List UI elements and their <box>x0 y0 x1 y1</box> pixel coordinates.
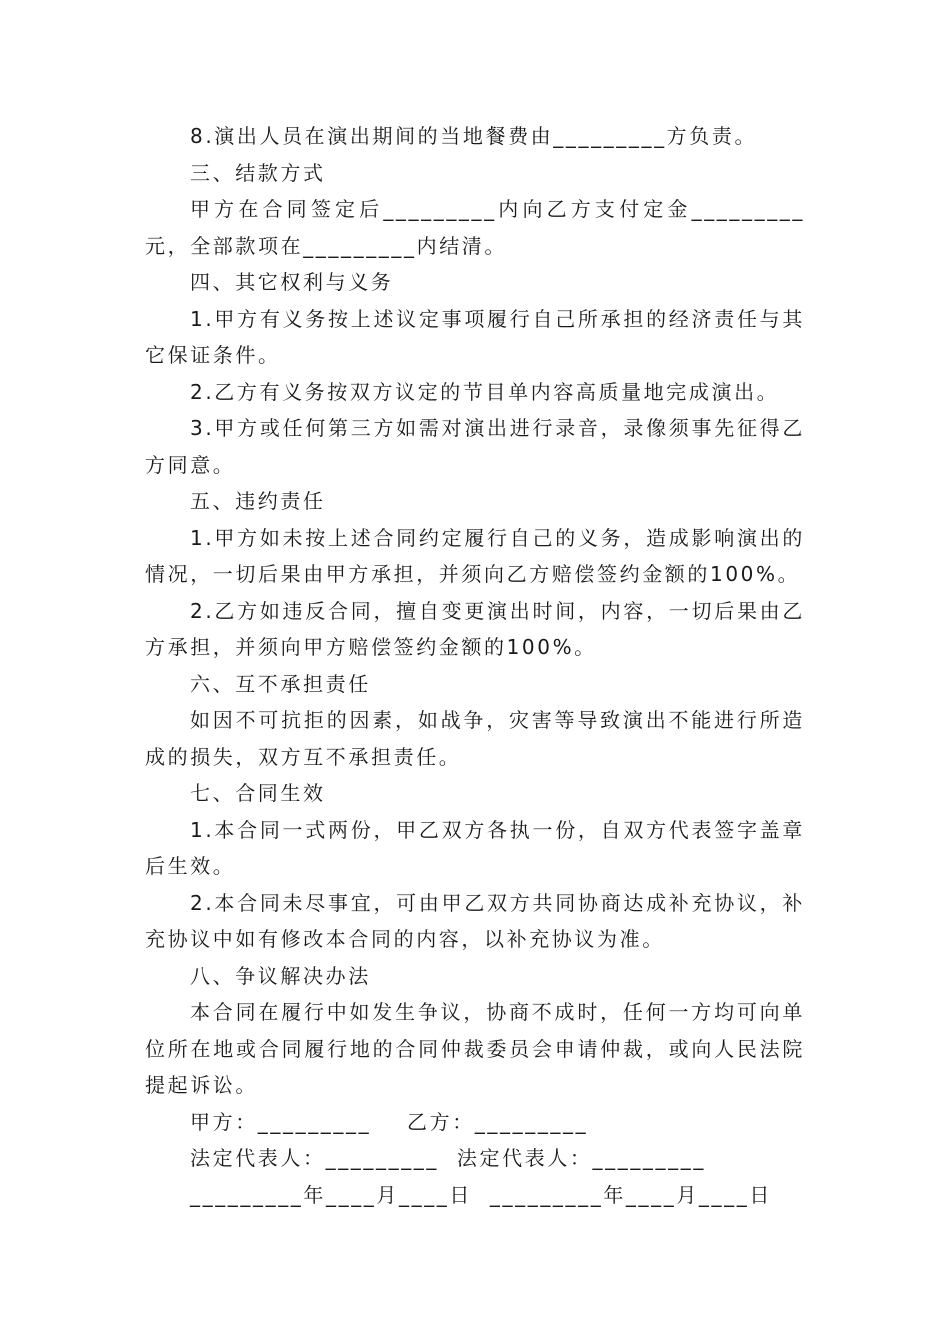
clause-dispute: 本合同在履行中如发生争议，协商不成时，任何一方均可向单位所在地或合同履行地的合同仲裁委员会申请仲裁，或向人民法院提起诉讼。 <box>145 1000 805 1097</box>
section-heading-breach: 五、违约责任 <box>190 489 326 513</box>
clause-breach-1: 1.甲方如未按上述合同约定履行自己的义务，造成影响演出的情况，一切后果由甲方承担，并须向乙方赔偿签约金额的100%。 <box>145 525 805 586</box>
clause-breach-2: 2.乙方如违反合同，擅自变更演出时间，内容，一切后果由乙方承担，并须向甲方赔偿签约金额的100%。 <box>145 598 805 659</box>
section-heading-force-majeure: 六、互不承担责任 <box>190 671 371 696</box>
clause-effect-2: 2.本合同未尽事宜，可由甲乙双方共同协商达成补充协议，补充协议中如有修改本合同的内容，以补充协议为准。 <box>145 890 805 951</box>
section-heading-dispute: 八、争议解决办法 <box>190 963 371 988</box>
section-heading-effect: 七、合同生效 <box>190 781 326 805</box>
section-heading-payment: 三、结款方式 <box>190 160 326 185</box>
clause-rights-3: 3.甲方或任何第三方如需对演出进行录音，录像须事先征得乙方同意。 <box>145 416 805 477</box>
document-page <box>145 118 805 1213</box>
clause-effect-1: 1.本合同一式两份，甲乙双方各执一份，自双方代表签字盖章后生效。 <box>145 817 805 878</box>
section-heading-rights: 四、其它权利与义务 <box>190 270 394 294</box>
clause-rights-2: 2.乙方有义务按双方议定的节目单内容高质量地完成演出。 <box>190 379 780 404</box>
clause-rights-1: 1.甲方有义务按上述议定事项履行自己所承担的经济责任与其它保证条件。 <box>145 306 805 367</box>
signature-parties-line: 甲方：_________ 乙方：_________ <box>190 1109 589 1134</box>
signature-representatives-line: 法定代表人：_________ 法定代表人：_________ <box>190 1146 706 1170</box>
clause-8-meals: 8.演出人员在演出期间的当地餐费由_________方负责。 <box>190 124 758 148</box>
signature-dates-line: _________年____月____日 _________年____月____日 <box>190 1182 772 1207</box>
clause-payment: 甲方在合同签定后_________内向乙方支付定金_________元，全部款项在_________内结清。 <box>145 197 805 258</box>
clause-force-majeure: 如因不可抗拒的因素，如战争，灾害等导致演出不能进行所造成的损失，双方互不承担责任。 <box>145 708 805 769</box>
